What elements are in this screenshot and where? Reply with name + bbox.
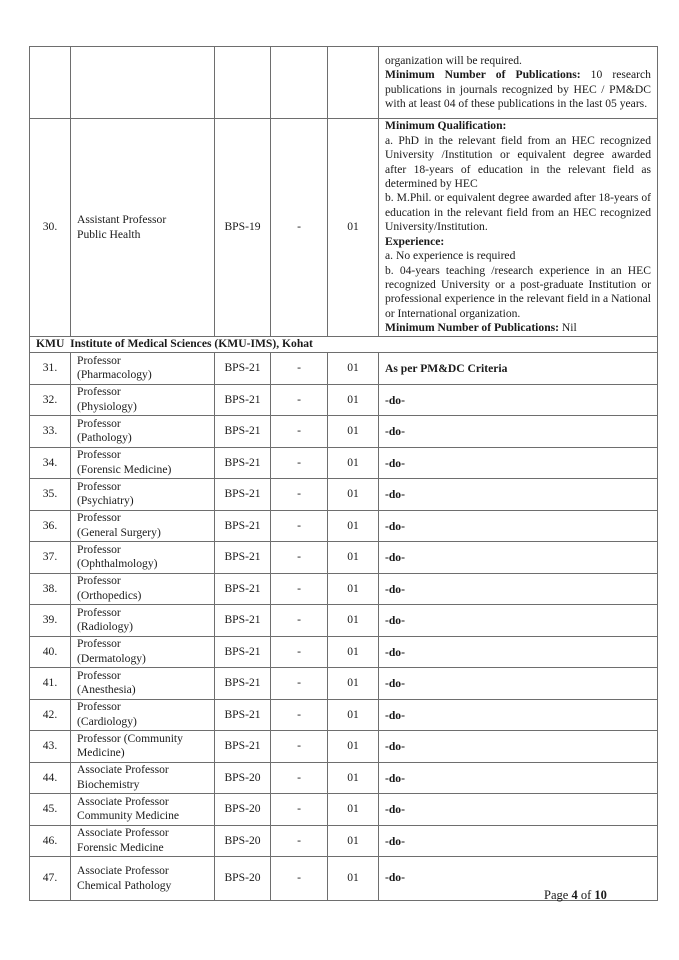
col4-cell: - <box>271 668 328 700</box>
table-row <box>30 668 658 700</box>
post-subject: Chemical Pathology <box>77 878 172 892</box>
post-title: Professor <box>77 605 121 619</box>
count-cell: 01 <box>328 119 379 337</box>
table-row <box>30 479 658 511</box>
total-pages: 10 <box>594 888 607 902</box>
post-cell <box>71 857 215 901</box>
publications-label: Minimum Number of Publications: <box>385 321 560 335</box>
bps-cell: BPS-20 <box>215 857 271 901</box>
table-row <box>30 447 658 479</box>
count-cell: 01 <box>328 353 379 385</box>
of-label: of <box>577 888 595 902</box>
bps-cell: BPS-21 <box>215 636 271 668</box>
bps-cell: BPS-21 <box>215 699 271 731</box>
requirement-cell <box>379 542 658 574</box>
table-row <box>30 605 658 637</box>
sno-cell: 47. <box>30 857 71 901</box>
col4-cell: - <box>271 699 328 731</box>
table-row <box>30 762 658 794</box>
post-cell <box>71 542 215 574</box>
publications-requirement <box>385 321 651 335</box>
post-title: Professor <box>77 511 121 525</box>
sno-cell: 34. <box>30 447 71 479</box>
post-cell <box>71 573 215 605</box>
post-title: Professor <box>77 353 121 367</box>
page-label: Page <box>544 888 572 902</box>
sno-cell: 39. <box>30 605 71 637</box>
col4-cell: - <box>271 479 328 511</box>
bps-cell: BPS-21 <box>215 605 271 637</box>
requirement-cell <box>379 47 658 119</box>
sno-cell: 45. <box>30 794 71 826</box>
requirement-text: -do- <box>385 834 405 848</box>
count-cell: 01 <box>328 416 379 448</box>
requirement-cell <box>379 636 658 668</box>
sno-cell: 42. <box>30 699 71 731</box>
post-title: Professor <box>77 416 121 430</box>
col4-cell: - <box>271 794 328 826</box>
post-cell <box>71 510 215 542</box>
table-row <box>30 384 658 416</box>
col4-cell: - <box>271 636 328 668</box>
col4-cell: - <box>271 762 328 794</box>
bps-cell: BPS-21 <box>215 384 271 416</box>
requirement-text: -do- <box>385 708 405 722</box>
post-title: Associate Professor <box>77 794 169 808</box>
requirement-cell <box>379 794 658 826</box>
count-cell: 01 <box>328 699 379 731</box>
col4-cell: - <box>271 416 328 448</box>
requirement-cell <box>379 825 658 857</box>
table-row <box>30 573 658 605</box>
post-title: Associate Professor <box>77 826 169 840</box>
post-subject: (Anesthesia) <box>77 683 136 697</box>
experience-a: a. No experience is required <box>385 249 516 263</box>
table-row <box>30 353 658 385</box>
col4-cell: - <box>271 731 328 763</box>
requirement-cell <box>379 605 658 637</box>
sno-cell: 37. <box>30 542 71 574</box>
publications-text: Nil <box>559 321 577 335</box>
requirement-cell <box>379 353 658 385</box>
post-subject: (Cardiology) <box>77 714 137 728</box>
count-cell: 01 <box>328 573 379 605</box>
post-title: Professor <box>77 385 121 399</box>
qualification-a: a. PhD in the relevant field from an HEC recognized University /Institution or equivalent degree awarded after 18-years of education in the relevant field as determined by HEC <box>385 133 651 191</box>
sno-cell: 46. <box>30 825 71 857</box>
requirement-text: -do- <box>385 614 405 628</box>
post-subject: (Orthopedics) <box>77 588 142 602</box>
post-subject: (Pathology) <box>77 431 132 445</box>
count-cell: 01 <box>328 542 379 574</box>
col4-cell: - <box>271 825 328 857</box>
bps-cell: BPS-21 <box>215 416 271 448</box>
post-subject: Community Medicine <box>77 809 180 823</box>
bps-cell: BPS-20 <box>215 825 271 857</box>
requirement-cell <box>379 573 658 605</box>
post-subject: (Radiology) <box>77 620 134 634</box>
requirement-cell <box>379 416 658 448</box>
requirement-text: -do- <box>385 645 405 659</box>
requirement-text: -do- <box>385 582 405 596</box>
count-cell: 01 <box>328 762 379 794</box>
col4-cell: - <box>271 510 328 542</box>
requirement-cell <box>379 731 658 763</box>
current-page: 4 <box>571 888 578 902</box>
requirement-cell <box>379 857 658 901</box>
col4-cell <box>271 47 328 119</box>
table-row <box>30 825 658 857</box>
section-header-row <box>30 337 658 353</box>
bps-cell: BPS-21 <box>215 510 271 542</box>
requirement-text: -do- <box>385 677 405 691</box>
col4-cell: - <box>271 447 328 479</box>
requirement-cell <box>379 699 658 731</box>
sno-cell <box>30 47 71 119</box>
sno-cell: 30. <box>30 119 71 337</box>
table-row <box>30 794 658 826</box>
post-subject: (Physiology) <box>77 399 137 413</box>
table-row <box>30 416 658 448</box>
post-cell <box>71 699 215 731</box>
bps-cell: BPS-19 <box>215 119 271 337</box>
count-cell: 01 <box>328 479 379 511</box>
sno-cell: 33. <box>30 416 71 448</box>
post-cell <box>71 447 215 479</box>
requirement-cell <box>379 447 658 479</box>
requirement-text: As per PM&DC Criteria <box>385 362 508 376</box>
bps-cell: BPS-21 <box>215 353 271 385</box>
bps-cell: BPS-21 <box>215 479 271 511</box>
requirement-text: -do- <box>385 393 405 407</box>
sno-cell: 41. <box>30 668 71 700</box>
publications-text: 10 research publications in journals recognized by HEC / PM&DC with at least 04 of these publications in the last 05 years. <box>385 68 651 110</box>
publications-label: Minimum Number of Publications: <box>385 68 581 82</box>
post-title: Professor <box>77 542 121 556</box>
sno-cell: 43. <box>30 731 71 763</box>
post-title: Professor <box>77 574 121 588</box>
qualification-b: b. M.Phil. or equivalent degree awarded after 18-years of education in the relevant field from an HEC recognized University/Institution. <box>385 191 651 234</box>
col4-cell: - <box>271 353 328 385</box>
post-subject: Medicine) <box>77 746 125 760</box>
requirement-text: -do- <box>385 551 405 565</box>
count-cell: 01 <box>328 857 379 901</box>
requirement-text: -do- <box>385 425 405 439</box>
post-title: Associate Professor <box>77 864 169 878</box>
post-cell <box>71 825 215 857</box>
requirement-text: -do- <box>385 456 405 470</box>
post-subject: (Dermatology) <box>77 651 146 665</box>
requirement-text: -do- <box>385 803 405 817</box>
post-subject: Forensic Medicine <box>77 840 164 854</box>
post-cell <box>71 636 215 668</box>
post-subject: (Psychiatry) <box>77 494 134 508</box>
post-title: Professor <box>77 637 121 651</box>
count-cell: 01 <box>328 825 379 857</box>
bps-cell: BPS-21 <box>215 573 271 605</box>
bps-cell: BPS-21 <box>215 542 271 574</box>
count-cell: 01 <box>328 731 379 763</box>
table-row <box>30 699 658 731</box>
sno-cell: 40. <box>30 636 71 668</box>
post-title: Professor <box>77 700 121 714</box>
post-cell <box>71 762 215 794</box>
post-title: Associate Professor <box>77 763 169 777</box>
requirement-cell <box>379 510 658 542</box>
table-row <box>30 636 658 668</box>
count-cell: 01 <box>328 384 379 416</box>
sno-cell: 31. <box>30 353 71 385</box>
post-subject: Biochemistry <box>77 777 140 791</box>
bps-cell: BPS-21 <box>215 447 271 479</box>
post-subject: (Ophthalmology) <box>77 557 158 571</box>
post-cell <box>71 47 215 119</box>
post-title: Professor <box>77 448 121 462</box>
col4-cell: - <box>271 384 328 416</box>
post-cell <box>71 731 215 763</box>
post-subject: (Forensic Medicine) <box>77 462 172 476</box>
requirement-text: -do- <box>385 519 405 533</box>
sno-cell: 35. <box>30 479 71 511</box>
posts-table <box>29 46 658 901</box>
post-cell <box>71 794 215 826</box>
col4-cell: - <box>271 857 328 901</box>
post-subject: (General Surgery) <box>77 525 161 539</box>
section-title: KMU Institute of Medical Sciences (KMU-IMS), Kohat <box>30 337 658 353</box>
count-cell: 01 <box>328 636 379 668</box>
post-cell <box>71 416 215 448</box>
post-title: Professor <box>77 479 121 493</box>
requirement-text: -do- <box>385 871 405 885</box>
table-row-continued <box>30 47 658 119</box>
table-row <box>30 510 658 542</box>
count-cell: 01 <box>328 668 379 700</box>
col4-cell: - <box>271 605 328 637</box>
publications-requirement <box>385 68 651 111</box>
requirement-text: -do- <box>385 488 405 502</box>
qualification-label: Minimum Qualification: <box>385 119 507 133</box>
post-title: Professor (Community <box>77 731 183 745</box>
table-row <box>30 542 658 574</box>
sno-cell: 38. <box>30 573 71 605</box>
requirement-cell <box>379 119 658 337</box>
count-cell: 01 <box>328 510 379 542</box>
post-cell <box>71 119 215 337</box>
table-row-30 <box>30 119 658 337</box>
count-cell: 01 <box>328 605 379 637</box>
post-subject: (Pharmacology) <box>77 368 152 382</box>
count-cell <box>328 47 379 119</box>
bps-cell: BPS-21 <box>215 668 271 700</box>
col4-cell: - <box>271 573 328 605</box>
sno-cell: 44. <box>30 762 71 794</box>
col4-cell: - <box>271 119 328 337</box>
requirement-cell <box>379 668 658 700</box>
post-cell <box>71 605 215 637</box>
post-subject: Public Health <box>77 227 141 241</box>
requirement-line: organization will be required. <box>385 53 522 67</box>
requirement-cell <box>379 762 658 794</box>
requirement-cell <box>379 384 658 416</box>
page-number <box>544 888 607 903</box>
bps-cell: BPS-21 <box>215 731 271 763</box>
count-cell: 01 <box>328 794 379 826</box>
sno-cell: 36. <box>30 510 71 542</box>
experience-label: Experience: <box>385 234 445 248</box>
col4-cell: - <box>271 542 328 574</box>
bps-cell <box>215 47 271 119</box>
requirement-text: -do- <box>385 740 405 754</box>
table-row <box>30 731 658 763</box>
post-cell <box>71 353 215 385</box>
experience-b: b. 04-years teaching /research experience in an HEC recognized University or a post-graduate Institution or professional experience in the relevant field in a National or International organization. <box>385 263 651 320</box>
sno-cell: 32. <box>30 384 71 416</box>
post-title: Professor <box>77 668 121 682</box>
post-cell <box>71 479 215 511</box>
requirement-cell <box>379 479 658 511</box>
bps-cell: BPS-20 <box>215 794 271 826</box>
count-cell: 01 <box>328 447 379 479</box>
post-cell <box>71 384 215 416</box>
bps-cell: BPS-20 <box>215 762 271 794</box>
requirement-text: -do- <box>385 771 405 785</box>
post-cell <box>71 668 215 700</box>
post-title: Assistant Professor <box>77 213 167 227</box>
